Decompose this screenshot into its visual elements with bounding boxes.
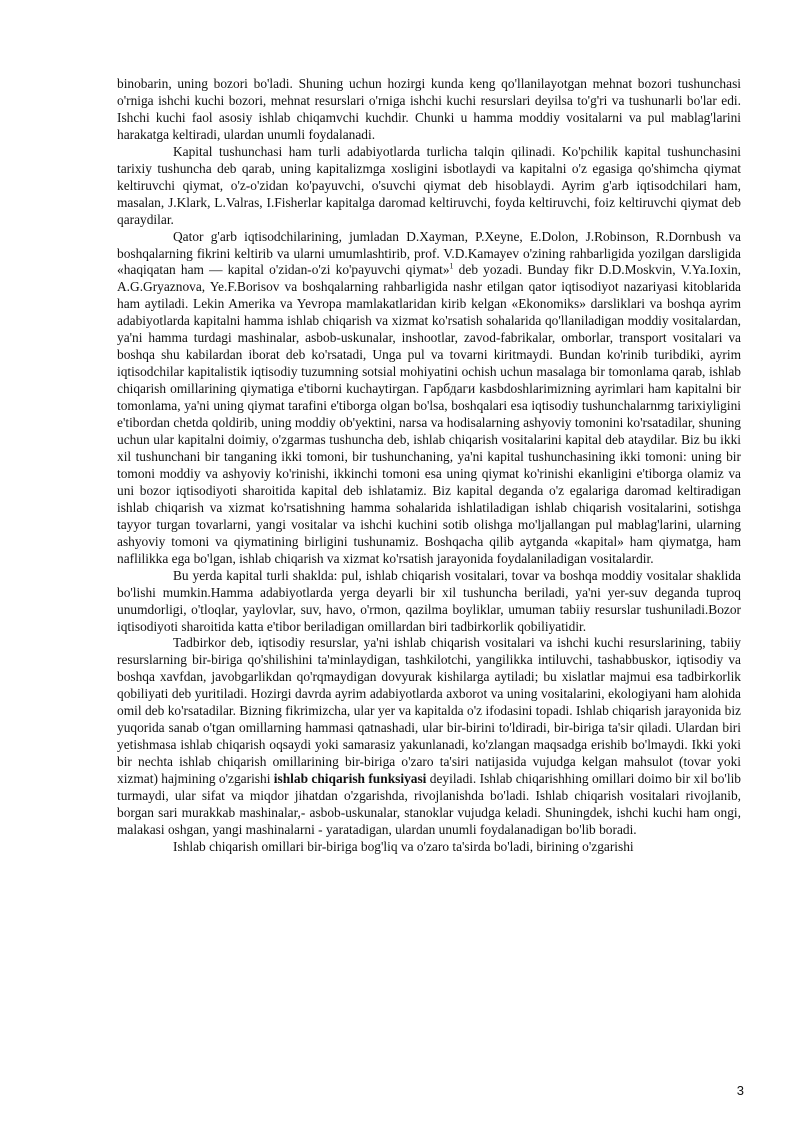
paragraph-3-text-a: Qator g'arb iqtisodchilarining, jumladan D.Xayman, P.Xeyne, E.Dolon, J.Robinson, R.Dornbush va boshqalarning fikrini keltirib va ularni umumlashtirib, prof. V.D.Kamayev o'zining rahbarligida yozilgan darsligida «haqiqatan ham — kapital o'zidan-o'zi ko'payuvchi qiymat»: [117, 228, 741, 278]
paragraph-6: Ishlab chiqarish omillari bir-biriga bog'liq va o'zaro ta'sirda bo'ladi, birining o'zgarishi: [173, 838, 634, 854]
body-text: [117, 76, 741, 856]
paragraph-5: [117, 635, 741, 838]
paragraph-3-text-b: deb yozadi. Bunday fikr D.D.Moskvin, V.Ya.Ioxin, A.G.Gryaznova, Ye.F.Borisov va boshqalarning rahbarligida nashr etilgan qator iqtisodiyot nazariyasi kitoblarida ham aytiladi. Lekin Amerika va Yevropa mamlakatlaridan kirib kelgan «Ekonomiks» darsliklari va boshqa ayrim adabiyotlarda kapitalni hamma ishlab chiqarish va xizmat ko'rsatish sohalarida qo'llaniladigan moddiy vositalardan, ya'ni hamma turdagi mashinalar, asbob-uskunalar, inshootlar, zavod-fabrikalar, omborlar, transport vositalari va boshqa shu kabilardan iborat deb ko'rsatadi, Unga pul va tovarni kiritmaydi. Bundan ko'rinib turibdiki, ayrim iqtisodchilar kapitalistik iqtisodiy tuzumning sotsial mohiyatini ochish uchun masalaga bir tomonlama qarab, ishlab chiqarish omillarining qiymatiga e'tiborni kuchaytirgan. Гарбдаги kasbdoshlarimizning ayrimlari ham kapitalni bir tomonlama, ya'ni uning qiymat tarafini e'tiborga olgan bo'lsa, boshqalari esa iqtisodiy tushunchalarnmg tarixiyligini e'tibordan chetda qoldirib, uning moddiy ob'yektini, narsa va hodisalarning ashyoviy tomonini ko'rsatadilar, shuning uchun ular kapitalni doimiy, o'zgarmas tushuncha deb, ishlab chiqarish vositalarini kapital deb ataydilar. Biz bu ikki xil tushunchani bir tanganing ikki tomoni, bir tushunchaning, ya'ni kapital tushunchasining ikki tomoni: uning bir tomoni moddiy va ashyoviy ko'rinishi, ikkinchi tomoni esa uning qiymat ko'rinishi ekanligini e'tiborga olamiz va uni bozor iqtisodiyoti sharoitida kapital deb ishlatamiz. Biz kapital deganda o'z egalariga daromad keltiradigan ishlab chiqarish va xizmat ko'rsatishning hamma sohalarida ishlatiladigan ishlab chiqarish vositalarini, sotishga tayyor turgan tovarlarni, yangi vositalar va ishchi kuchini sotib olishga mo'ljallangan pul mablag'larini, ularning ashyoviy tomoni va qiymatining birligini tushunamiz. Boshqacha qilib aytganda «kapital» ham qiymatga, ham naflilikka ega bo'lgan, ishlab chiqarish va xizmat ko'rsatish jarayonida foydalaniladigan vositalardir.: [117, 262, 741, 566]
paragraph-5-text-a: Tadbirkor deb, iqtisodiy resurslar, ya'ni ishlab chiqarish vositalari va ishchi kuchi resurslarining, tabiiy resurslarning bir-biriga qo'shilishini ta'minlaydigan, tashkilotchi, yangilikka intiluvchi, tashabbuskor, iqtisodiy va boshqa xavfdan, javobgarlikdan qo'rqmaydigan dovyurak kishilarga aytiladi; bu xislatlar majmui esa tadbirkorlik qobiliyati deb yuritiladi. Hozirgi davrda ayrim adabiyotlarda axborot va uning vositalarini, ekologiyani ham alohida omil deb ko'rsatadilar. Bizning fikrimizcha, ular yer va kapitalda o'z ifodasini topadi. Ishlab chiqarish jarayonida biz yuqorida sanab o'tgan omillarning hammasi qatnashadi, ular bir-birini to'ldiradi, bir-biriga ta'sir qiladi. Ulardan biri yetishmasa ishlab chiqarish oqsaydi yoki samarasiz yakunlanadi, ko'zlangan maqsadga erishib bo'lmaydi. Ikki yoki bir nechta ishlab chiqarish omillarining bir-biriga o'zaro ta'siri natijasida vujudga kelgan mahsulot (tovar yoki xizmat) hajmining o'zgarishi: [117, 635, 741, 787]
page-number: 3: [736, 1083, 744, 1098]
footnote-marker: 1: [449, 262, 454, 272]
paragraph-4: Bu yerda kapital turli shaklda: pul, ishlab chiqarish vositalari, tovar va boshqa moddiy vositalar shaklida bo'lishi mumkin.Hamma adabiyotlarda yerga deyarli bir xil tushuncha beriladi, ya'ni yer-suv deganda tuproq unumdorligi, o'tloqlar, yaylovlar, suv, havo, o'rmon, qazilma boyliklar, umuman tabiiy resurslar tushuniladi.Bozor iqtisodiyoti sharoitida katta e'tibor beriladigan omillardan biri tadbirkorlik qobiliyatidir.: [117, 567, 741, 634]
paragraph-3: [117, 229, 741, 568]
bold-term: ishlab chiqarish funksiyasi: [273, 771, 427, 787]
paragraph-1: binobarin, uning bozori bo'ladi. Shuning uchun hozirgi kunda keng qo'llanilayotgan mehnat bozori tushunchasi o'rniga ishchi kuchi bozori, mehnat resurslari o'rniga ishchi kuchi resurslari deyilsa to'g'ri va tushunarli bo'lar edi. Ishchi kuchi faol asosiy ishlab chiqamvchi kuchdir. Chunki u hamma moddiy vositalarni va pul mablag'larini harakatga keltiradi, ulardan unumli foydalanadi.: [117, 76, 741, 142]
paragraph-5-text-b: deyiladi. Ishlab chiqarishhing omillari doimo bir xil bo'lib turmaydi, ular sifat va miqdor jihatdan o'zgarishda, rivojlanishda bo'ladi. Ishlab chiqarish vositalari rivojlanib, borgan sari murakkab mashinalar,- asbob-uskunalar, stanoklar vujudga keladi. Shuningdek, ishchi kuchi ham ongi, malakasi oshgan, yangi mashinalarni - yaratadigan, ulardan unumli foydalanadigan bo'lib boradi.: [117, 771, 741, 837]
paragraph-2: Kapital tushunchasi ham turli adabiyotlarda turlicha talqin qilinadi. Ko'pchilik kapital tushunchasini tarixiy tushuncha deb qarab, uning kapitalizmga xosligini isbotlaydi va kapitalni o'z egasiga qo'shimcha qiymat keltiruvchi qiymat, o'z-o'zidan ko'payuvchi, o'suvchi qiymat deb hisoblaydi. Ayrim g'arb iqtisodchilari ham, masalan, J.Klark, L.Valras, I.Fisherlar kapitalga daromad keltiruvchi, foyda keltiruvchi, foiz keltiruvchi qiymat deb qaraydilar.: [117, 143, 741, 227]
